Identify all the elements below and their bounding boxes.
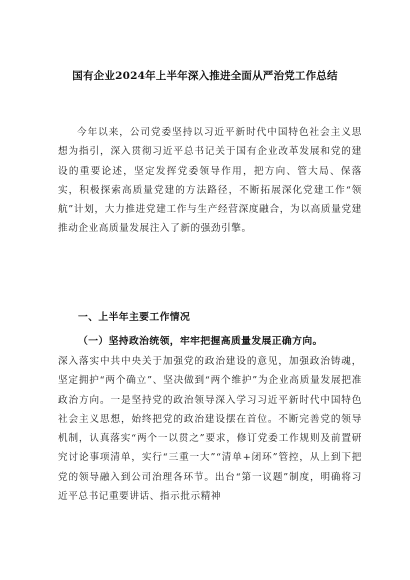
document-title: 国有企业2024年上半年深入推进全面从严治党工作总结 bbox=[72, 70, 338, 82]
subsection-heading: （一）坚持政治统领，牢牢把握高质量发展正确方向。 bbox=[78, 336, 323, 347]
intro-paragraph: 今年以来，公司党委坚持以习近平新时代中国特色社会主义思想为指引，深入贯彻习近平总书记关于国有企业改革发展和党的建设的重要论述，坚定发挥党委领导作用，把方向、管大局、保落实，积极探索高质量党建的方法路径，不断拓展深化党建工作“领航”计划，大力推进党建工作与生产经营深度融合，为以高质量党建推动企业高质量发展注入了新的强劲引擎。 bbox=[58, 127, 362, 235]
section-heading: 一、上半年主要工作情况 bbox=[78, 312, 191, 323]
subsection-body-paragraph: 深入落实中共中央关于加强党的政治建设的意见，加强政治铸魂，坚定拥护“两个确立”、坚决做到“两个维护”为企业高质量发展把准政治方向。一是坚持党的政治领导深入学习习近平新时代中国特色社会主义思想，始终把党的政治建设摆在首位。不断完善党的领导机制，认真落实“两个一以贯之”要求，修订党委工作规则及前置研究讨论事项清单，实行“三重一大”“清单+闭环”管控，从上到下把党的领导融入到公司治理各环节。出台“第一议题”制度，明确将习近平总书记重要讲话、指示批示精神 bbox=[58, 356, 362, 503]
